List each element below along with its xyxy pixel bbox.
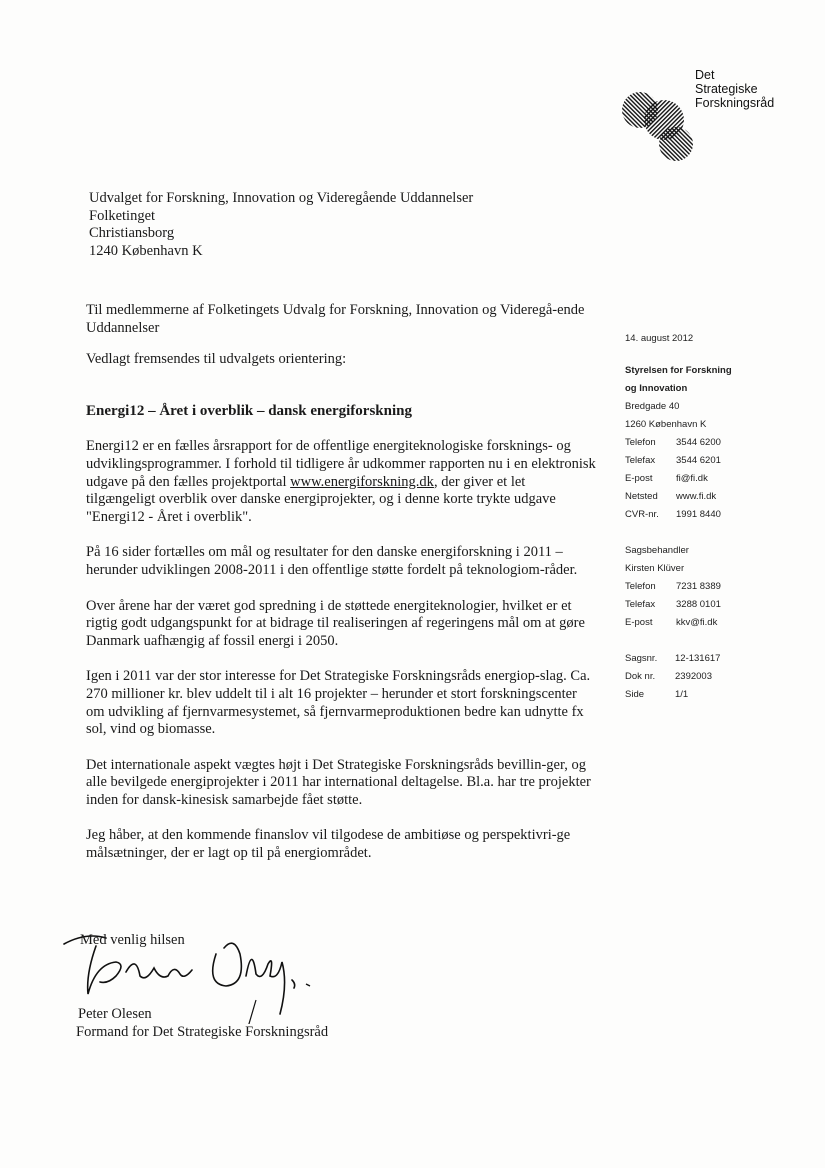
contact-label: E-post	[625, 473, 653, 484]
sender-info-column	[625, 330, 815, 704]
recipient-address	[89, 190, 569, 260]
logo-line: Strategiske	[695, 82, 758, 96]
case-row	[625, 650, 815, 668]
contact-value: 3544 6201	[676, 455, 721, 466]
case-row	[625, 668, 815, 686]
handler-value: kkv@fi.dk	[676, 617, 718, 628]
sender-city: 1260 København K	[625, 419, 707, 430]
recipient-line: Christiansborg	[89, 225, 175, 241]
contact-label: Netsted	[625, 491, 658, 502]
contact-row	[625, 434, 815, 452]
contact-value: 3544 6200	[676, 437, 721, 448]
recipient-line: 1240 København K	[89, 242, 203, 259]
sender-org: og Innovation	[625, 383, 688, 394]
contact-row	[625, 506, 815, 524]
signer-name: Peter Olesen	[78, 1006, 152, 1022]
logo-line: Det	[695, 68, 715, 82]
handler-value: 3288 0101	[676, 599, 721, 610]
striped-circles-logo-icon	[618, 88, 698, 168]
case-label: Side	[625, 689, 645, 700]
paragraph-text: Energi12 er en fælles årsrapport for de offentlige energiteknologiske forsknings- og udviklingsprogrammer. I forhold til tidligere år udkommer rapporten nu i en elektronisk udgave på den fælles projektportal	[86, 438, 596, 490]
spacer	[625, 524, 815, 542]
case-label: Dok nr.	[625, 671, 656, 682]
handler-label: Telefax	[625, 599, 656, 610]
organization-logo	[618, 68, 818, 168]
letter-date: 14. august 2012	[625, 333, 694, 344]
logo-line: Forskningsråd	[695, 96, 775, 110]
paragraph-international: Det internationale aspekt vægtes højt i Det Strategiske Forskningsråds bevillin-ger, og alle bevilgede energiprojekter i 2011 har international deltagelse. Bl.a. har tre projekter inden for dansk-kinesisk samarbejde fået støtte.	[86, 756, 591, 808]
contact-value: 1991 8440	[676, 509, 721, 520]
report-heading: Energi12 – Året i overblik – dansk energiforskning	[86, 402, 412, 419]
recipient-line: Folketinget	[89, 207, 156, 224]
paragraph-spread: Over årene har der været god spredning i de støttede energiteknologier, hvilket er et rigtig godt udgangspunkt for at bidrage til realiseringen af regeringens mål om at gøre Danmark uafhængig af fossil energi i 2050.	[86, 597, 585, 649]
paragraph-text: , der giver et let tilgængeligt overblik over danske energiprojekter, og i denne korte trykte udgave "Energi12 - Året i overblik".	[86, 473, 556, 525]
handler-heading: Sagsbehandler	[625, 545, 689, 556]
contact-label: Telefax	[625, 455, 656, 466]
contact-value: fi@fi.dk	[676, 473, 708, 484]
handler-name: Kirsten Klüver	[625, 563, 685, 574]
sender-org: Styrelsen for Forskning	[625, 365, 732, 376]
portal-link[interactable]: www.energiforskning.dk	[290, 473, 434, 490]
case-value: 1/1	[675, 689, 689, 700]
paragraph-report	[86, 438, 596, 526]
handler-label: Telefon	[625, 581, 656, 592]
paragraph-interest: Igen i 2011 var der stor interesse for Det Strategiske Forskningsråds energiop-slag. Ca. 270 millioner kr. blev uddelt til i alt 16 projekter – herunder et stort forskningscenter om udvikling af fjernvarmesystemet, så fjernvarmeproduktionen bedre kan udnytte fx sol, vind og biomasse.	[86, 668, 591, 738]
letter-body	[86, 302, 596, 881]
paragraph-budget: Jeg håber, at den kommende finanslov vil tilgodese de ambitiøse og perspektivri-ge målsætninger, der er lagt op til på energiområdet.	[86, 827, 571, 862]
handler-label: E-post	[625, 617, 653, 628]
case-row	[625, 686, 815, 704]
case-value: 12-131617	[675, 653, 721, 664]
contact-value: www.fi.dk	[676, 491, 717, 502]
handler-row	[625, 596, 815, 614]
contact-label: Telefon	[625, 437, 656, 448]
contact-label: CVR-nr.	[625, 509, 659, 520]
case-label: Sagsnr.	[625, 653, 658, 664]
contact-row	[625, 470, 815, 488]
paragraph-pages: På 16 sider fortælles om mål og resultater for den danske energiforskning i 2011 – herunder udviklingen 2008-2011 i den offentlige støtte fordelt på teknologiom-råder.	[86, 544, 578, 578]
enclosed-line: Vedlagt fremsendes til udvalgets orientering:	[86, 351, 347, 368]
sender-street: Bredgade 40	[625, 401, 680, 412]
handler-value: 7231 8389	[676, 581, 721, 592]
logo-wordmark	[695, 68, 815, 110]
closing-greeting: Med venlig hilsen	[80, 932, 185, 948]
recipient-line: Udvalget for Forskning, Innovation og Videregående Uddannelser	[89, 190, 474, 206]
spacer	[625, 632, 815, 650]
contact-row	[625, 488, 815, 506]
case-value: 2392003	[675, 671, 712, 682]
signer-title: Formand for Det Strategiske Forskningsråd	[76, 1024, 329, 1040]
handler-row	[625, 578, 815, 596]
intro-paragraph: Til medlemmerne af Folketingets Udvalg for Forskning, Innovation og Videregå-ende Uddannelser	[86, 302, 585, 336]
handler-row	[625, 614, 815, 632]
contact-row	[625, 452, 815, 470]
